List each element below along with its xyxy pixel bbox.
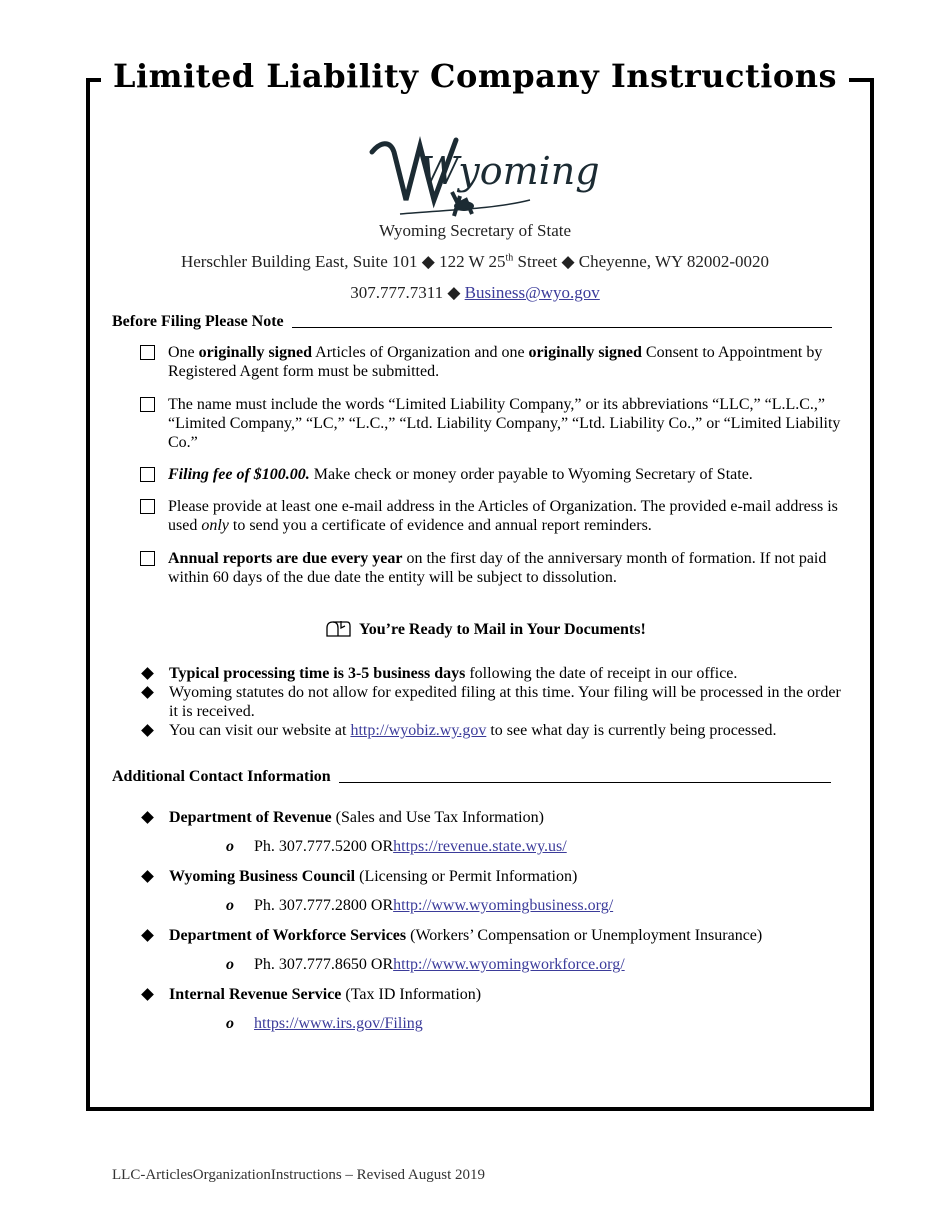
contact-link[interactable]: http://www.wyomingbusiness.org/ — [393, 897, 614, 914]
diamond-bullet-icon — [141, 686, 154, 699]
checklist-text: Annual reports are due every year on the first day of the anniversary month of formation. If not paid within 60 days of the due date the entity will be subject to dissolution. — [168, 550, 827, 586]
diamond-icon: ◆ — [417, 252, 440, 271]
diamond-bullet-icon — [141, 929, 154, 942]
contact-phone: Ph. 307.777.8650 OR — [254, 956, 394, 973]
checklist-text: The name must include the words “Limited Liability Company,” or its abbreviations “LLC,” “L.L.C.,” “Limited Company,” “LC,” “L.C.,” “Ltd. Liability Company,” “Ltd. Liability Co.,” or “Limited Liability Co.” — [168, 396, 841, 451]
diamond-icon: ◆ — [443, 283, 465, 302]
checklist-item — [140, 549, 845, 587]
contact-item: Wyoming Business Council (Licensing or Permit Information) — [140, 867, 845, 886]
contact-item: Department of Workforce Services (Workers’ Compensation or Unemployment Insurance) — [140, 926, 845, 945]
checklist-item — [140, 497, 845, 535]
checklist-item — [140, 343, 845, 381]
contact-item: Internal Revenue Service (Tax ID Information) — [140, 985, 845, 1004]
wyoming-logo — [360, 122, 600, 222]
checklist-item — [140, 465, 845, 484]
checkbox[interactable] — [140, 345, 155, 360]
checkbox[interactable] — [140, 467, 155, 482]
office-phone: 307.777.7311 — [350, 283, 444, 302]
contact-link[interactable]: http://www.wyomingworkforce.org/ — [393, 956, 625, 973]
office-address: Herschler Building East, Suite 101 ◆ 122 W 25th Street ◆ Cheyenne, WY 82002-0020 — [180, 252, 770, 271]
contact-detail — [226, 838, 567, 856]
page-title: Limited Liability Company Instructions — [101, 52, 849, 100]
contact-link[interactable]: https://www.irs.gov/Filing — [254, 1015, 423, 1032]
diamond-bullet-icon — [141, 724, 154, 737]
logo-wordmark: Wyoming — [420, 149, 600, 193]
circle-bullet-icon: o — [226, 838, 234, 855]
office-name: Wyoming Secretary of State — [378, 221, 572, 240]
circle-bullet-icon: o — [226, 897, 234, 914]
checklist-text: Filing fee of $100.00. Make check or money order payable to Wyoming Secretary of State. — [168, 466, 753, 483]
circle-bullet-icon: o — [226, 956, 234, 973]
list-item: You can visit our website at http://wyobiz.wy.gov to see what day is currently being processed. — [140, 721, 845, 740]
office-contact — [0, 283, 950, 303]
contact-detail — [226, 956, 625, 974]
checklist-text: Please provide at least one e-mail address in the Articles of Organization. The provided e-mail address is used only to send you a certificate of evidence and annual report reminders. — [168, 498, 838, 534]
checkbox[interactable] — [140, 551, 155, 566]
diamond-bullet-icon — [141, 870, 154, 883]
contact-detail — [226, 897, 613, 915]
contact-item: Department of Revenue (Sales and Use Tax Information) — [140, 808, 845, 827]
diamond-icon: ◆ — [557, 252, 579, 271]
diamond-bullet-icon — [141, 988, 154, 1001]
diamond-bullet-icon — [141, 811, 154, 824]
contact-link[interactable]: https://revenue.state.wy.us/ — [393, 838, 567, 855]
circle-bullet-icon: o — [226, 1015, 234, 1032]
contact-phone: Ph. 307.777.5200 OR — [254, 838, 394, 855]
list-item: Typical processing time is 3-5 business days following the date of receipt in our office. — [140, 664, 845, 683]
wyobiz-link[interactable]: http://wyobiz.wy.gov — [350, 722, 487, 739]
before-filing-heading: Before Filing Please Note — [112, 313, 832, 331]
office-email-link[interactable]: Business@wyo.gov — [464, 283, 600, 302]
checklist-text: One originally signed Articles of Organization and one originally signed Consent to Appointment by Registered Agent form must be submitted. — [168, 344, 823, 380]
contact-phone: Ph. 307.777.2800 OR — [254, 897, 394, 914]
contacts-heading: Additional Contact Information — [112, 768, 831, 786]
footer-text: LLC-ArticlesOrganizationInstructions – Revised August 2019 — [112, 1167, 486, 1183]
contact-detail — [226, 1015, 423, 1033]
checkbox[interactable] — [140, 397, 155, 412]
diamond-bullet-icon — [141, 667, 154, 680]
mailbox-icon — [325, 620, 351, 640]
checklist-item — [140, 395, 845, 452]
ready-heading: You’re Ready to Mail in Your Documents! — [325, 620, 646, 640]
checkbox[interactable] — [140, 499, 155, 514]
list-item: Wyoming statutes do not allow for expedited filing at this time. Your filing will be processed in the order it is received. — [140, 683, 845, 721]
